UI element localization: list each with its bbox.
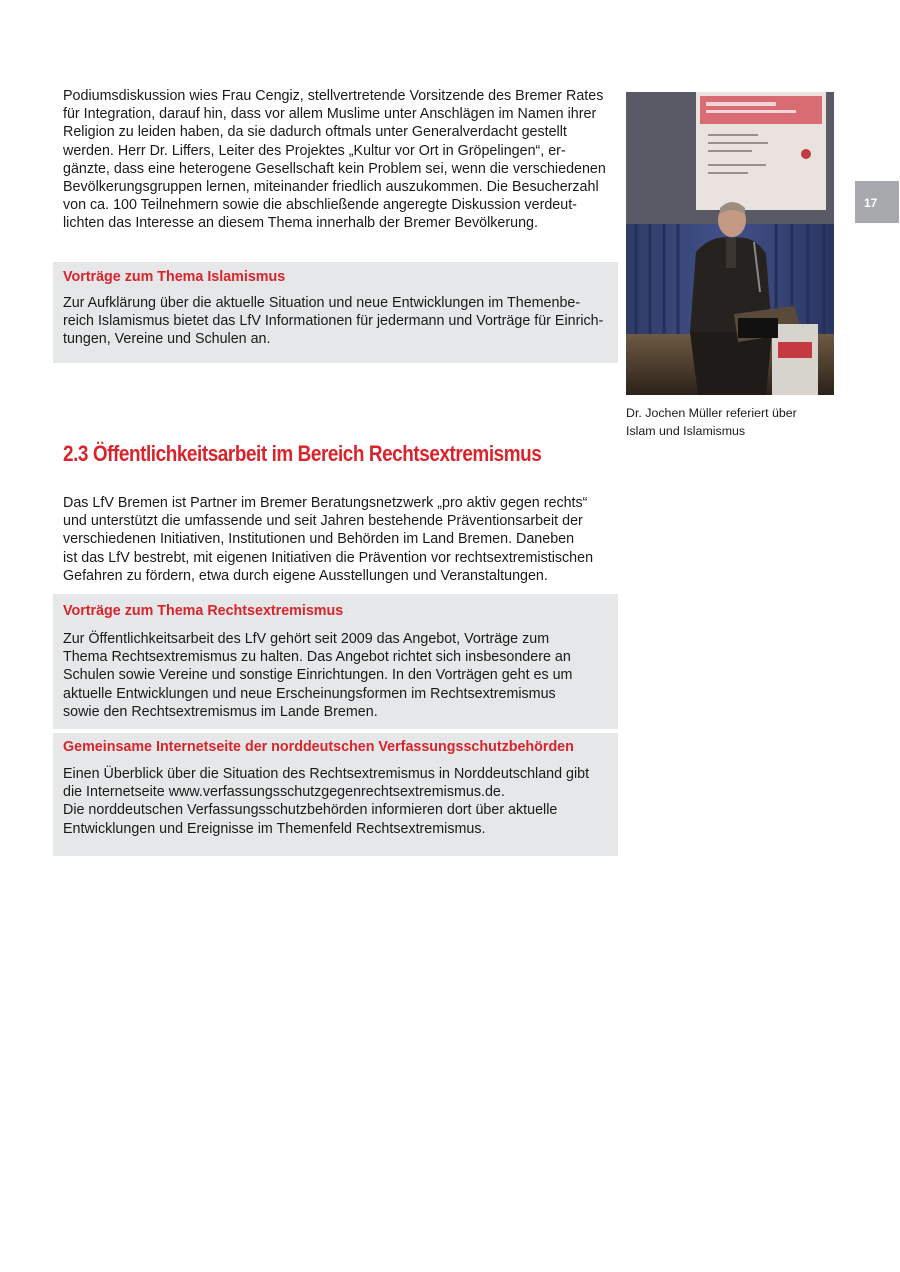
text-line: Podiumsdiskussion wies Frau Cengiz, stellvertretende Vorsitzende des Bremer Rates bbox=[63, 88, 604, 104]
text-line: Gefahren zu fördern, etwa durch eigene Ausstellungen und Veranstaltungen. bbox=[63, 567, 548, 584]
text-line: von ca. 100 Teilnehmern sowie die abschließende angeregte Diskussion verdeut- bbox=[63, 197, 577, 214]
box-body bbox=[63, 630, 572, 721]
info-box-internetseite bbox=[53, 733, 618, 856]
text-line: gänzte, dass eine heterogene Gesellschaft kein Problem sei, wenn die verschiedenen bbox=[63, 160, 606, 177]
page-number: 17 bbox=[864, 196, 878, 210]
speaker-photo bbox=[626, 92, 834, 395]
text-line: aktuelle Entwicklungen und neue Erscheinungsformen im Rechtsextremismus bbox=[63, 685, 556, 702]
box-title: Vorträge zum Thema Rechtsextremismus bbox=[63, 603, 344, 619]
text-line: lichten das Interesse an diesem Thema innerhalb der Bremer Bevölkerung. bbox=[63, 215, 538, 232]
caption-line: Islam und Islamismus bbox=[626, 424, 746, 438]
text-line: Bevölkerungsgruppen lernen, miteinander friedlich auszukommen. Die Besucherzahl bbox=[63, 179, 599, 196]
section-paragraph bbox=[63, 494, 613, 585]
info-box-rechtsextremismus bbox=[53, 594, 618, 729]
speaker-photo-image bbox=[626, 92, 834, 395]
photo-caption bbox=[626, 404, 836, 440]
text-line: Thema Rechtsextremismus zu halten. Das Angebot richtet sich insbesondere an bbox=[63, 649, 571, 666]
text-line: Die norddeutschen Verfassungsschutzbehörden informieren dort über aktuelle bbox=[63, 802, 558, 819]
page-number-tab bbox=[855, 181, 899, 223]
text-line: und unterstützt die umfassende und seit Jahren bestehende Präventionsarbeit der bbox=[63, 513, 583, 530]
text-line: Religion zu leiden haben, da sie dadurch oftmals unter Generalverdacht gestellt bbox=[63, 124, 567, 141]
text-line: ist das LfV bestrebt, mit eigenen Initiativen die Prävention vor rechtsextremistischen bbox=[63, 549, 594, 566]
text-line: reich Islamismus bietet das LfV Informationen für jedermann und Vorträge für Einrich- bbox=[63, 313, 604, 330]
text-line: verschiedenen Initiativen, Institutionen und Behörden im Land Bremen. Daneben bbox=[63, 531, 575, 548]
section-heading: 2.3 Öffentlichkeitsarbeit im Bereich Rechtsextremismus bbox=[63, 441, 542, 466]
text-line: Das LfV Bremen ist Partner im Bremer Beratungsnetzwerk „pro aktiv gegen rechts“ bbox=[63, 495, 588, 511]
text-line: sowie den Rechtsextremismus im Lande Bremen. bbox=[63, 703, 378, 720]
text-line: Zur Öffentlichkeitsarbeit des LfV gehört seit 2009 das Angebot, Vorträge zum bbox=[63, 631, 550, 647]
box-body bbox=[63, 294, 603, 349]
text-line: Entwicklungen und Ereignisse im Themenfeld Rechtsextremismus. bbox=[63, 820, 486, 837]
text-line: Einen Überblick über die Situation des Rechtsextremismus in Norddeutschland gibt bbox=[63, 766, 590, 782]
text-line: Schulen sowie Vereine und sonstige Einrichtungen. In den Vorträgen geht es um bbox=[63, 667, 573, 684]
website-url-line: die Internetseite www.verfassungsschutzgegenrechtsextremismus.de. bbox=[63, 784, 505, 801]
text-line: Zur Aufklärung über die aktuelle Situation und neue Entwicklungen im Themenbe- bbox=[63, 295, 581, 311]
info-box-islamismus bbox=[53, 262, 618, 363]
text-line: für Integration, darauf hin, dass vor allem Muslime unter Anschlägen im Namen ihrer bbox=[63, 106, 597, 123]
box-title: Vorträge zum Thema Islamismus bbox=[63, 269, 286, 285]
text-line: tungen, Vereine und Schulen an. bbox=[63, 331, 271, 348]
text-line: werden. Herr Dr. Liffers, Leiter des Projektes „Kultur vor Ort in Gröpelingen“, er- bbox=[63, 142, 566, 159]
intro-paragraph bbox=[63, 87, 613, 233]
caption-line: Dr. Jochen Müller referiert über bbox=[626, 406, 797, 420]
box-title: Gemeinsame Internetseite der norddeutschen Verfassungsschutzbehörden bbox=[63, 739, 574, 755]
box-body bbox=[63, 765, 589, 838]
